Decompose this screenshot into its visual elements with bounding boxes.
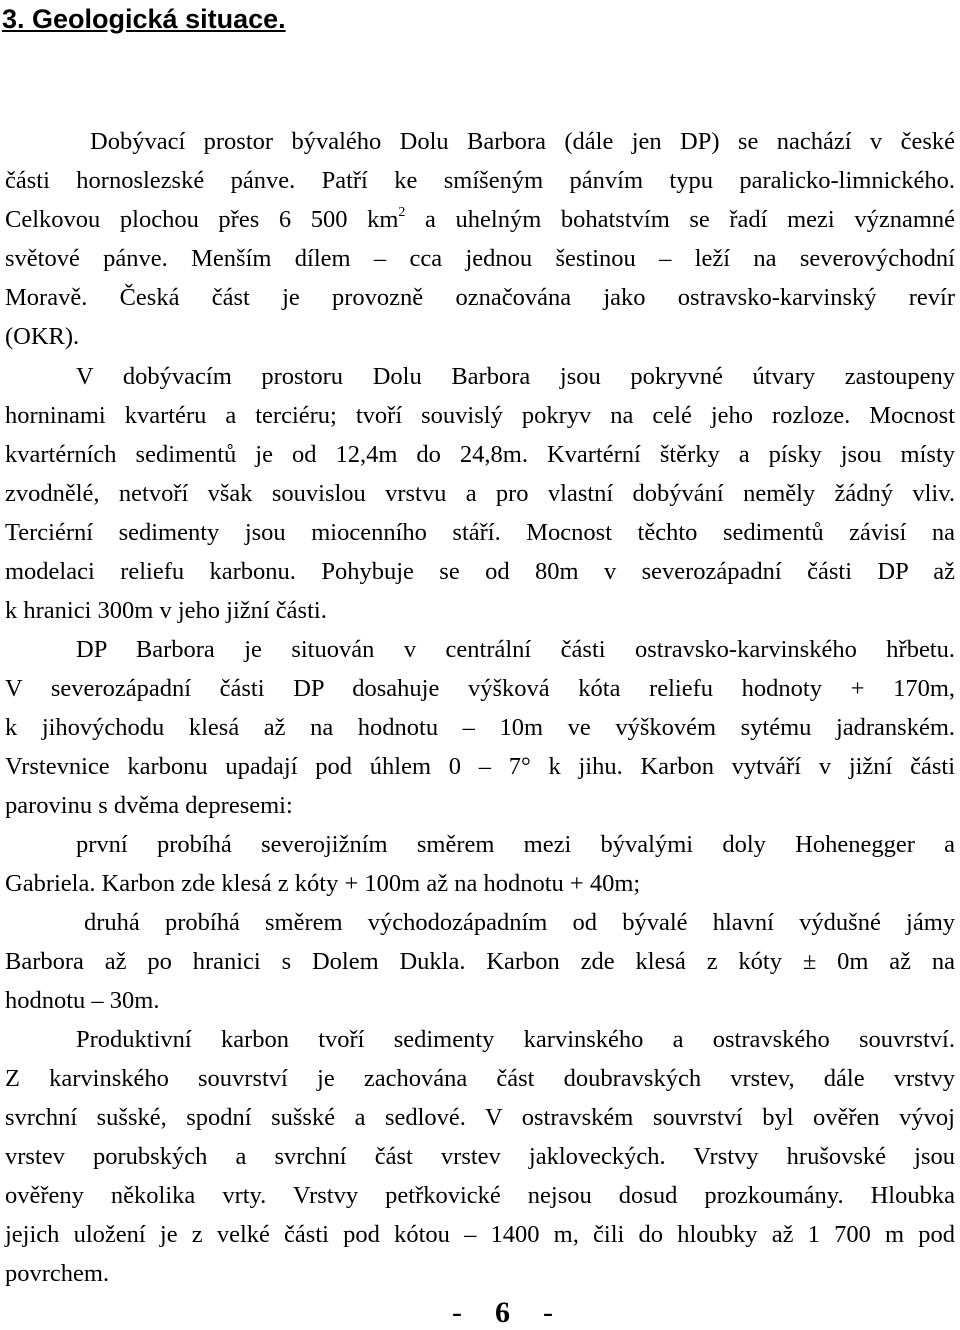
text-line: Moravě. Česká část je provozně označována jako ostravsko-karvinský revír xyxy=(5,284,955,311)
text-line: Vrstevnice karbonu upadají pod úhlem 0 – 7° k jihu. Karbon vytváří v jižní části xyxy=(5,753,955,780)
text-line: horninami kvartéru a terciéru; tvoří souvislý pokryv na celé jeho rozloze. Mocnost xyxy=(5,402,955,429)
text-line: Barbora až po hranici s Dolem Dukla. Karbon zde klesá z kóty ± 0m až na xyxy=(5,948,955,975)
text-line: ověřeny několika vrty. Vrstvy petřkovické nejsou dosud prozkoumány. Hloubka xyxy=(5,1182,955,1209)
text-line: k hranici 300m v jeho jižní části. xyxy=(5,597,327,624)
text-line: DP Barbora je situován v centrální části ostravsko-karvinského hřbetu. xyxy=(76,636,955,663)
text-line: svrchní sušské, spodní sušské a sedlové. V ostravském souvrství byl ověřen vývoj xyxy=(5,1104,955,1131)
text-line: jejich uložení je z velké části pod kótou – 1400 m, čili do hloubky až 1 700 m pod xyxy=(5,1221,955,1248)
text-line: Produktivní karbon tvoří sedimenty karvinského a ostravského souvrství. xyxy=(76,1026,955,1053)
text-line: modelaci reliefu karbonu. Pohybuje se od 80m v severozápadní části DP až xyxy=(5,558,955,585)
text-line: hodnotu – 30m. xyxy=(5,987,160,1014)
text-line: k jihovýchodu klesá až na hodnotu – 10m ve výškovém sytému jadranském. xyxy=(5,714,955,741)
page-number-value: 6 xyxy=(495,1296,510,1329)
text-line: parovinu s dvěma depresemi: xyxy=(5,792,293,819)
section-heading: 3. Geologická situace. xyxy=(2,4,286,34)
text-line: Z karvinského souvrství je zachována část doubravských vrstev, dále vrstvy xyxy=(5,1065,955,1092)
text-line: kvartérních sedimentů je od 12,4m do 24,8m. Kvartérní štěrky a písky jsou místy xyxy=(5,441,955,468)
text-line: povrchem. xyxy=(5,1260,110,1287)
text-line xyxy=(5,205,955,235)
text-line: vrstev porubských a svrchní část vrstev jakloveckých. Vrstvy hrušovské jsou xyxy=(5,1143,955,1170)
text-line: (OKR). xyxy=(5,323,80,350)
text-fragment: a uhelným bohatstvím se řadí mezi významné xyxy=(425,206,956,233)
text-line: světové pánve. Menším dílem – cca jednou šestinou – leží na severovýchodní xyxy=(5,245,955,272)
superscript: 2 xyxy=(398,204,406,220)
page-number-dash: - xyxy=(543,1296,553,1329)
text-line: Dobývací prostor bývalého Dolu Barbora (dále jen DP) se nachází v české xyxy=(90,128,955,155)
text-line: V severozápadní části DP dosahuje výšková kóta reliefu hodnoty + 170m, xyxy=(5,675,955,702)
text-line: Terciérní sedimenty jsou miocenního stáří. Mocnost těchto sedimentů závisí na xyxy=(5,519,955,546)
text-line: zvodnělé, netvoří však souvislou vrstvu a pro vlastní dobývání neměly žádný vliv. xyxy=(5,480,955,507)
text-line: první probíhá severojižním směrem mezi bývalými doly Hohenegger a xyxy=(76,831,955,858)
page-number xyxy=(452,1296,553,1330)
page-number-dash: - xyxy=(452,1296,462,1329)
text-line: části hornoslezské pánve. Patří ke smíšeným pánvím typu paralicko-limnického. xyxy=(5,167,955,194)
text-line: druhá probíhá směrem východozápadním od bývalé hlavní výdušné jámy xyxy=(84,909,955,936)
text-line: V dobývacím prostoru Dolu Barbora jsou pokryvné útvary zastoupeny xyxy=(76,363,955,390)
text-fragment: Celkovou plochou přes 6 500 km xyxy=(5,206,399,233)
text-line: Gabriela. Karbon zde klesá z kóty + 100m až na hodnotu + 40m; xyxy=(5,870,641,897)
